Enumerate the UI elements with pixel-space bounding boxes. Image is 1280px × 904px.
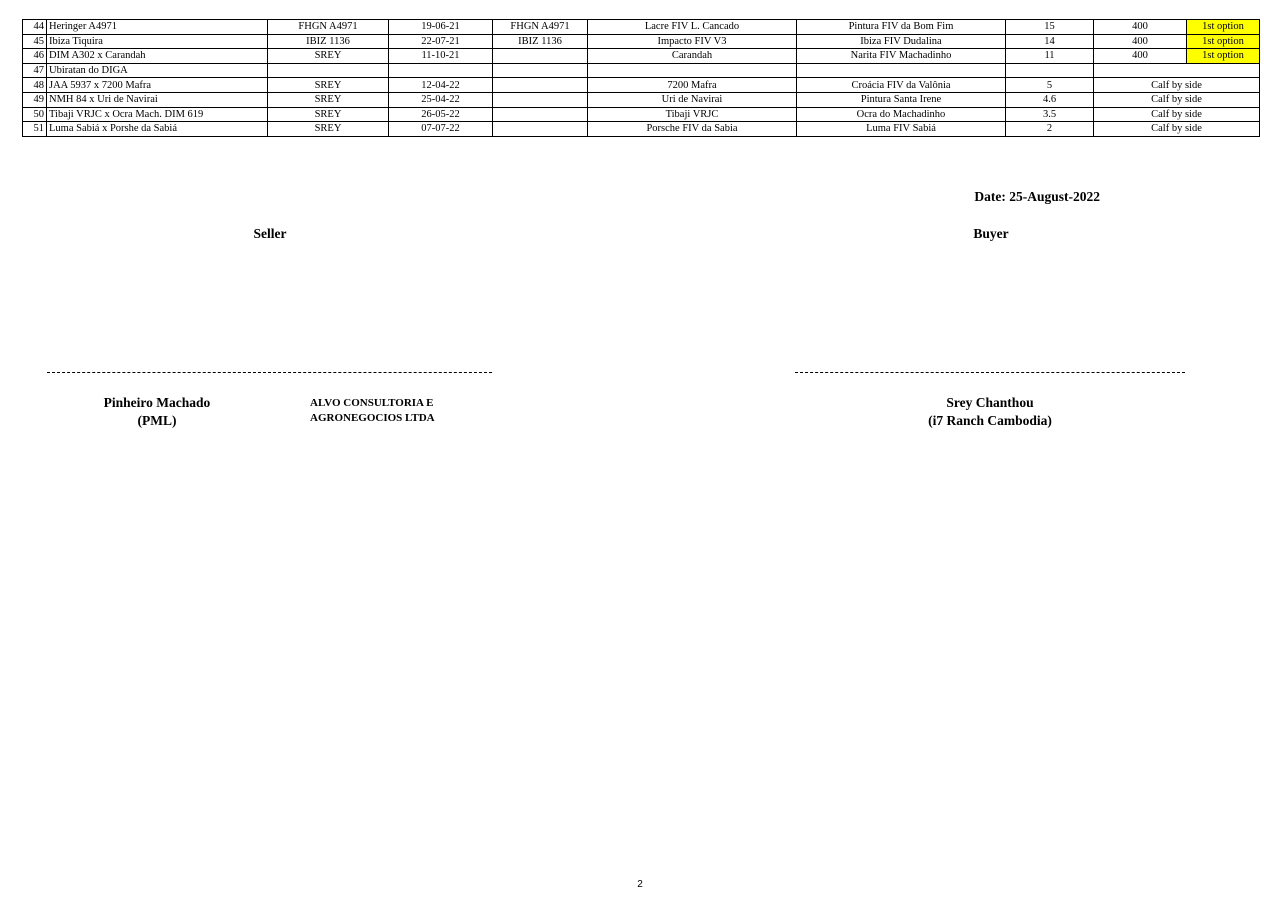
seller-company xyxy=(310,396,490,426)
table-row xyxy=(23,49,1260,64)
row-number-cell: 47 xyxy=(23,63,47,78)
buyer-signature-line xyxy=(795,372,1185,373)
table-body xyxy=(23,20,1260,137)
table-row xyxy=(23,63,1260,78)
value-cell: 11 xyxy=(1006,49,1094,64)
date-line: Date: 25-August-2022 xyxy=(974,189,1100,204)
sire-cell: Impacto FIV V3 xyxy=(588,34,797,49)
dam-cell: Luma FIV Sabiá xyxy=(797,122,1006,137)
animal-name-cell: Ibiza Tiquira xyxy=(47,34,268,49)
code-cell: IBIZ 1136 xyxy=(268,34,389,49)
buyer-signatory xyxy=(890,394,1090,430)
animal-name-cell: Tibaji VRJC x Ocra Mach. DIM 619 xyxy=(47,107,268,122)
code-cell: SREY xyxy=(268,78,389,93)
value-cell: 2 xyxy=(1006,122,1094,137)
code2-cell xyxy=(493,78,588,93)
date-cell: 19-06-21 xyxy=(389,20,493,35)
code2-cell xyxy=(493,49,588,64)
table-row xyxy=(23,78,1260,93)
row-number-cell: 44 xyxy=(23,20,47,35)
status-cell: Calf by side xyxy=(1094,107,1260,122)
buyer-signatory-name: Srey Chanthou xyxy=(946,395,1034,410)
option-cell: 1st option xyxy=(1187,49,1260,64)
seller-signatory-abbrev: (PML) xyxy=(137,413,177,428)
value-cell: 5 xyxy=(1006,78,1094,93)
code2-cell xyxy=(493,107,588,122)
price-cell: 400 xyxy=(1094,34,1187,49)
dam-cell: Ibiza FIV Dudalina xyxy=(797,34,1006,49)
seller-signature-line xyxy=(47,372,492,373)
seller-signatory xyxy=(77,394,237,430)
row-number-cell: 48 xyxy=(23,78,47,93)
sire-cell: Tibaji VRJC xyxy=(588,107,797,122)
dam-cell: Croácia FIV da Valônia xyxy=(797,78,1006,93)
code-cell xyxy=(268,63,389,78)
table-row xyxy=(23,107,1260,122)
code2-cell xyxy=(493,63,588,78)
table-row xyxy=(23,122,1260,137)
dam-cell xyxy=(797,63,1006,78)
animal-name-cell: DIM A302 x Carandah xyxy=(47,49,268,64)
value-cell xyxy=(1006,63,1094,78)
value-cell: 4.6 xyxy=(1006,92,1094,107)
value-cell: 15 xyxy=(1006,20,1094,35)
dam-cell: Pintura FIV da Bom Fim xyxy=(797,20,1006,35)
code-cell: SREY xyxy=(268,107,389,122)
code2-cell: IBIZ 1136 xyxy=(493,34,588,49)
sire-cell: 7200 Mafra xyxy=(588,78,797,93)
sire-cell xyxy=(588,63,797,78)
option-cell: 1st option xyxy=(1187,34,1260,49)
date-cell: 25-04-22 xyxy=(389,92,493,107)
table-row xyxy=(23,20,1260,35)
status-cell: Calf by side xyxy=(1094,78,1260,93)
sire-cell: Porsche FIV da Sabia xyxy=(588,122,797,137)
row-number-cell: 50 xyxy=(23,107,47,122)
row-number-cell: 46 xyxy=(23,49,47,64)
price-cell: 400 xyxy=(1094,49,1187,64)
animal-name-cell: JAA 5937 x 7200 Mafra xyxy=(47,78,268,93)
seller-signatory-name: Pinheiro Machado xyxy=(103,395,211,410)
dam-cell: Ocra do Machadinho xyxy=(797,107,1006,122)
buyer-label: Buyer xyxy=(973,226,1009,241)
code-cell: SREY xyxy=(268,122,389,137)
status-cell xyxy=(1094,63,1260,78)
date-cell: 22-07-21 xyxy=(389,34,493,49)
code-cell: SREY xyxy=(268,49,389,64)
sire-cell: Carandah xyxy=(588,49,797,64)
dam-cell: Pintura Santa Irene xyxy=(797,92,1006,107)
seller-company-line2: AGRONEGOCIOS LTDA xyxy=(310,412,435,424)
code-cell: FHGN A4971 xyxy=(268,20,389,35)
code2-cell: FHGN A4971 xyxy=(493,20,588,35)
option-cell: 1st option xyxy=(1187,20,1260,35)
seller-label: Seller xyxy=(253,226,287,241)
animal-name-cell: NMH 84 x Uri de Navirai xyxy=(47,92,268,107)
code2-cell xyxy=(493,92,588,107)
code2-cell xyxy=(493,122,588,137)
animal-table xyxy=(22,19,1260,137)
date-cell: 26-05-22 xyxy=(389,107,493,122)
row-number-cell: 45 xyxy=(23,34,47,49)
sire-cell: Uri de Navirai xyxy=(588,92,797,107)
value-cell: 3.5 xyxy=(1006,107,1094,122)
value-cell: 14 xyxy=(1006,34,1094,49)
seller-company-line1: ALVO CONSULTORIA E xyxy=(310,397,434,409)
date-cell: 07-07-22 xyxy=(389,122,493,137)
dam-cell: Narita FIV Machadinho xyxy=(797,49,1006,64)
buyer-signatory-org: (i7 Ranch Cambodia) xyxy=(928,413,1052,428)
code-cell: SREY xyxy=(268,92,389,107)
page-number: 2 xyxy=(637,879,643,890)
animal-name-cell: Heringer A4971 xyxy=(47,20,268,35)
date-cell: 11-10-21 xyxy=(389,49,493,64)
table-row xyxy=(23,34,1260,49)
sire-cell: Lacre FIV L. Cancado xyxy=(588,20,797,35)
animal-name-cell: Luma Sabiá x Porshe da Sabiá xyxy=(47,122,268,137)
date-cell: 12-04-22 xyxy=(389,78,493,93)
date-cell xyxy=(389,63,493,78)
row-number-cell: 51 xyxy=(23,122,47,137)
animal-name-cell: Ubiratan do DIGA xyxy=(47,63,268,78)
status-cell: Calf by side xyxy=(1094,92,1260,107)
table-row xyxy=(23,92,1260,107)
price-cell: 400 xyxy=(1094,20,1187,35)
status-cell: Calf by side xyxy=(1094,122,1260,137)
row-number-cell: 49 xyxy=(23,92,47,107)
